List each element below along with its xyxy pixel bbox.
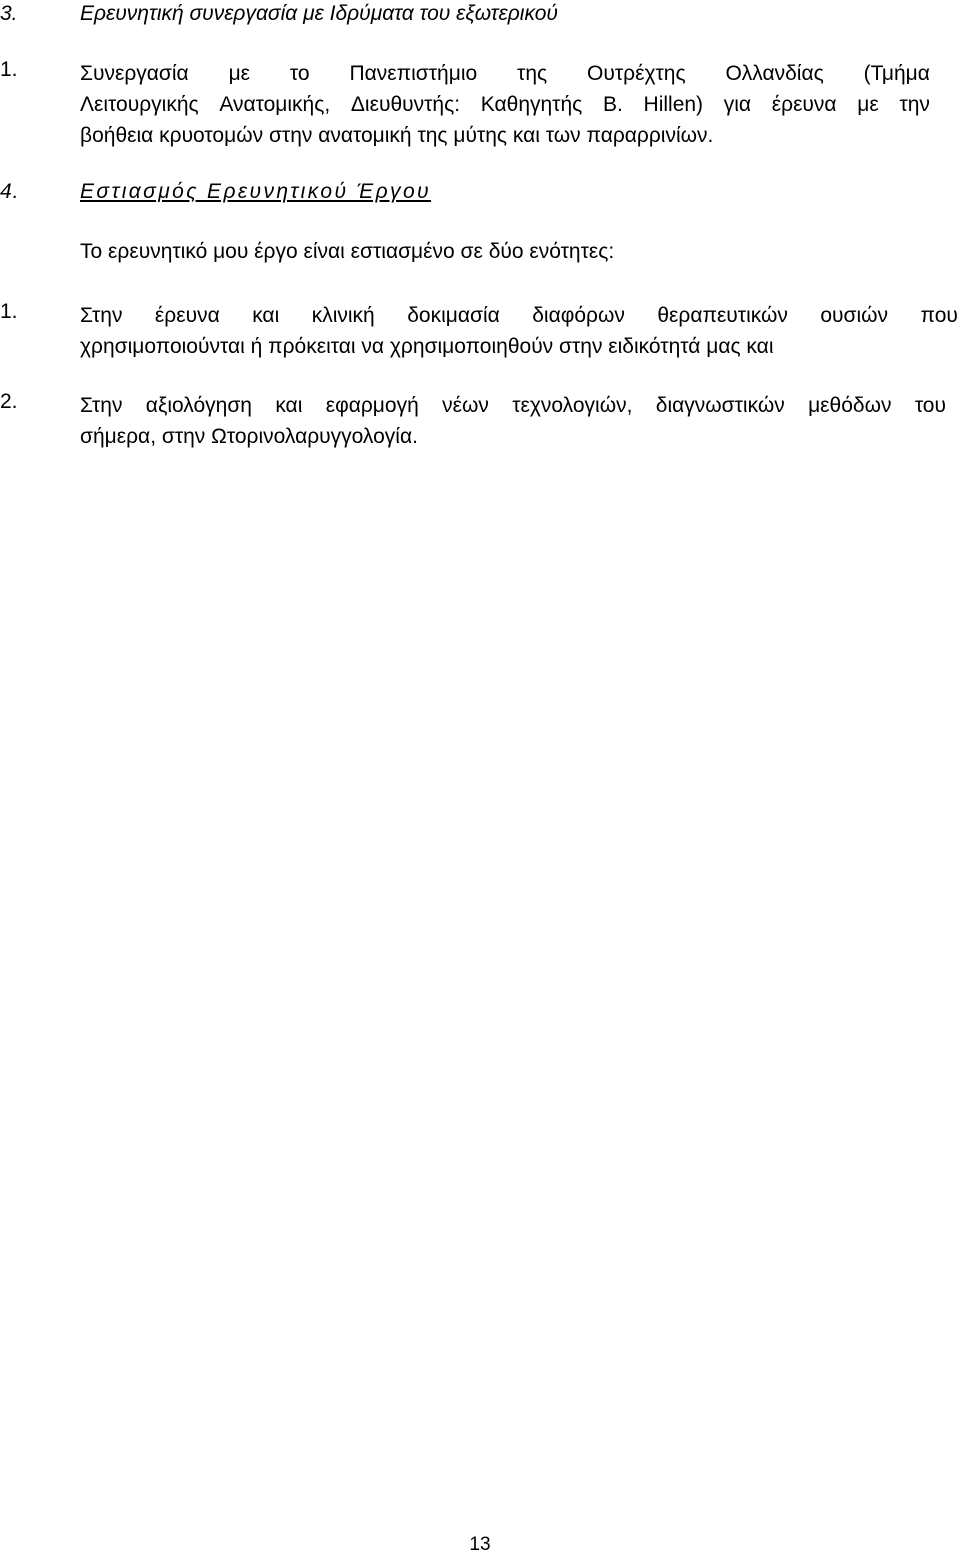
section-3-heading [0,2,558,26]
section-4-title: Εστιασμός Ερευνητικού Έργου [80,180,431,203]
page-number: 13 [469,1534,491,1555]
focus-item-2-text [80,390,946,452]
collaboration-item-1-text [80,58,930,151]
collaboration-item-1-number: 1. [0,58,18,81]
focus-item-1-line-2: χρησιμοποιούνται ή πρόκειται να χρησιμοποιηθούν στην ειδικότητά μας και [80,335,774,358]
collaboration-item-1-line-3: βοήθεια κρυοτομών στην ανατομική της μύτης και των παραρρινίων. [80,124,714,147]
section-3-title: Ερευνητική συνεργασία με Ιδρύματα του εξωτερικού [80,2,558,25]
focus-item-1-text [80,300,958,362]
focus-item-2-number: 2. [0,390,18,413]
section-4-number: 4. [0,180,20,203]
collaboration-item-1-line-2: Λειτουργικής Ανατομικής, Διευθυντής: Καθηγητής Β. Hillen) για έρευνα με την [80,93,930,116]
focus-item-2-line-2: σήμερα, στην Ωτορινολαρυγγολογία. [80,425,418,448]
focus-item-1-line-1: Στην έρευνα και κλινική δοκιμασία διαφόρων θεραπευτικών ουσιών που [80,304,958,327]
focus-intro: Το ερευνητικό μου έργο είναι εστιασμένο σε δύο ενότητες: [80,240,615,263]
collaboration-item-1-line-1: Συνεργασία με το Πανεπιστήμιο της Ουτρέχτης Ολλανδίας (Τμήμα [80,62,930,85]
focus-item-2-line-1: Στην αξιολόγηση και εφαρμογή νέων τεχνολογιών, διαγνωστικών μεθόδων του [80,394,946,417]
section-3-number: 3. [0,2,18,25]
focus-item-1-number: 1. [0,300,18,323]
